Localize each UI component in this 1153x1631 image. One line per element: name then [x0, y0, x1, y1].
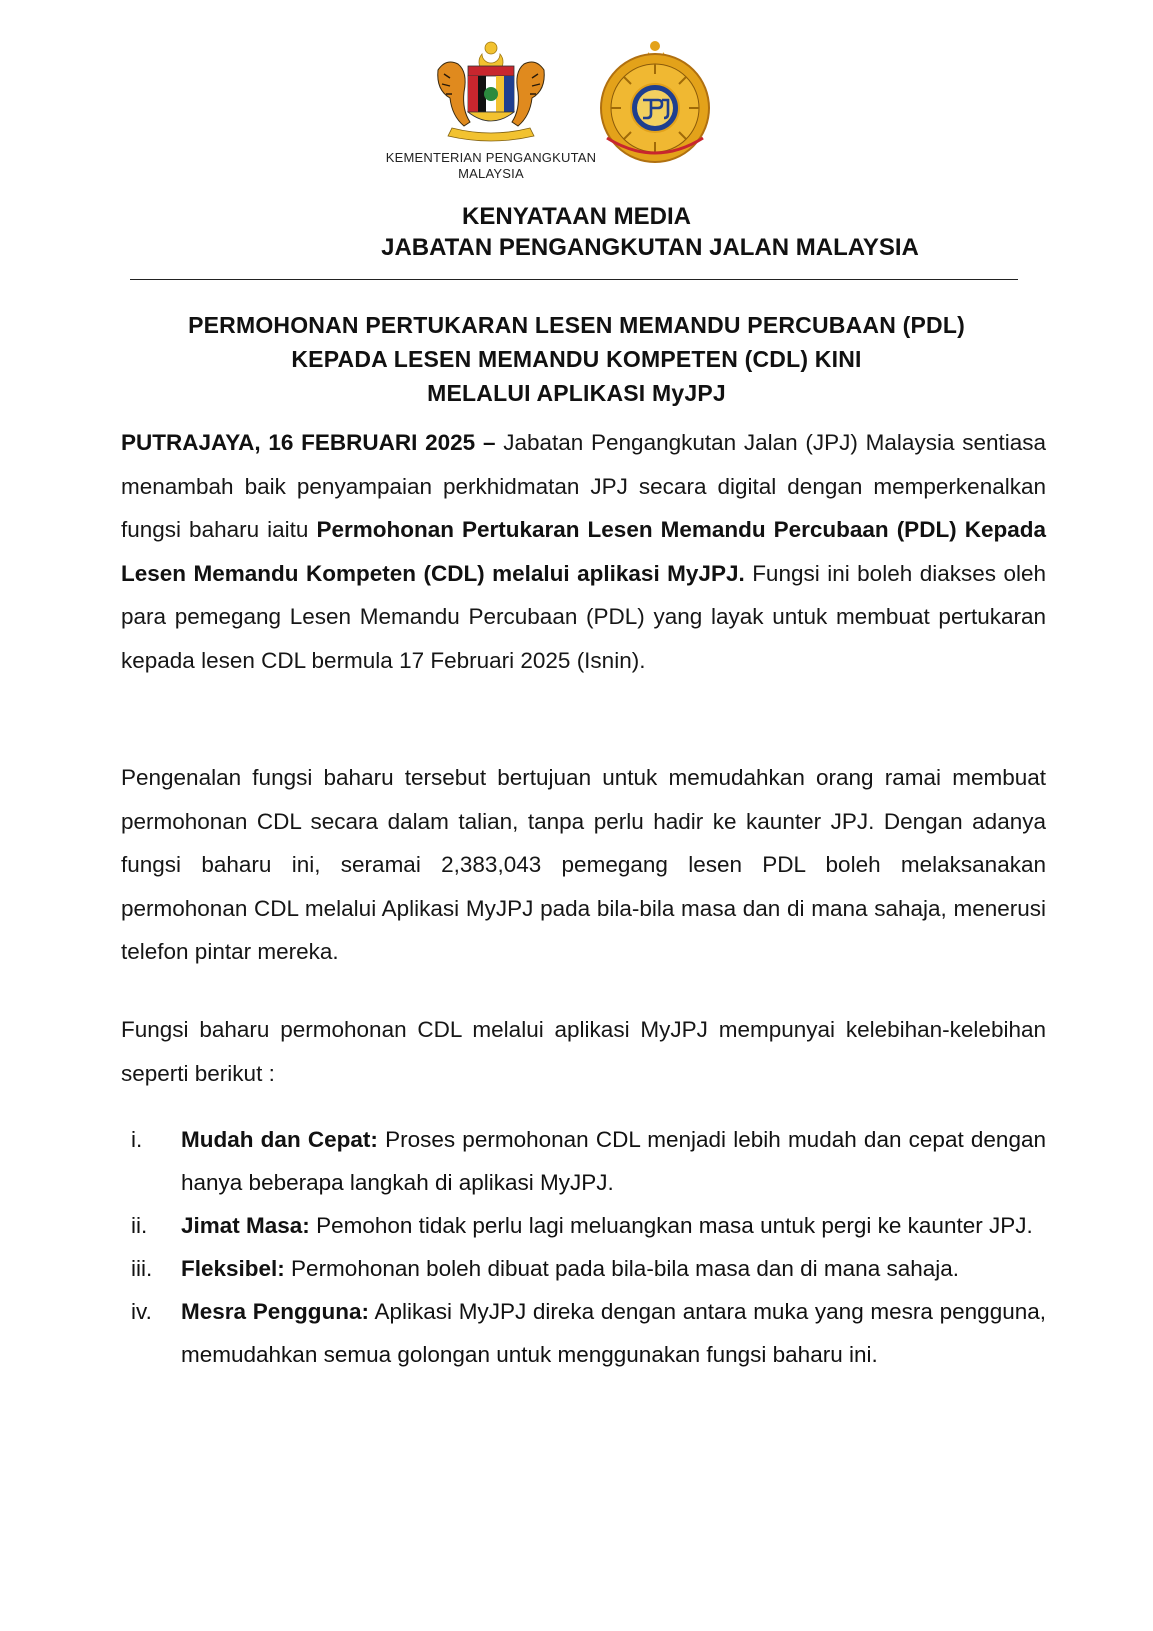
ministry-name [376, 150, 606, 182]
heading-divider [130, 279, 1018, 280]
media-statement-heading: KENYATAAN MEDIA [462, 203, 691, 230]
list-item-number: iv. [131, 1299, 152, 1324]
coat-of-arms-logo [432, 40, 550, 142]
list-item-text: Aplikasi MyJPJ direka dengan antara muka yang mesra pengguna, memudahkan semua golongan untuk menggunakan fungsi baharu ini. [181, 1299, 1046, 1367]
ministry-line-1: KEMENTERIAN PENGANGKUTAN [385, 150, 597, 165]
paragraph-1-text-a: Jabatan Pengangkutan Jalan (JPJ) Malaysia sentiasa menambah baik penyampaian perkhidmatan JPJ secara digital dengan memperkenalkan fungsi baharu iaitu [121, 430, 1047, 542]
list-item-text: Pemohon tidak perlu lagi meluangkan masa untuk pergi ke kaunter JPJ. [309, 1213, 1033, 1238]
title-line-1: PERMOHONAN PERTUKARAN LESEN MEMANDU PERCUBAAN (PDL) [188, 312, 965, 338]
title-line-3: MELALUI APLIKASI MyJPJ [427, 380, 726, 406]
paragraph-1-text-b: Fungsi ini boleh diakses oleh para pemegang Lesen Memandu Percubaan (PDL) yang layak untuk membuat pertukaran kepada lesen CDL bermula 17 Februari 2025 (Isnin). [121, 560, 1046, 673]
list-item [121, 1247, 1046, 1290]
jpj-emblem-logo [593, 38, 717, 166]
list-item-label: Mesra Pengguna: [181, 1299, 369, 1324]
list-item-label: Fleksibel: [181, 1256, 285, 1281]
paragraph-1-bold: Permohonan Pertukaran Lesen Memandu Percubaan (PDL) Kepada Lesen Memandu Kompeten (CDL) melalui aplikasi MyJPJ. [121, 517, 1046, 586]
release-title [120, 308, 1033, 410]
benefits-list [121, 1118, 1046, 1376]
list-item-text: Proses permohonan CDL menjadi lebih mudah dan cepat dengan hanya beberapa langkah di aplikasi MyJPJ. [181, 1127, 1046, 1195]
paragraph-1 [121, 421, 1046, 682]
list-item-number: ii. [131, 1213, 148, 1238]
paragraph-3: Fungsi baharu permohonan CDL melalui aplikasi MyJPJ mempunyai kelebihan-kelebihan seperti berikut : [121, 1017, 1046, 1086]
list-item [121, 1290, 1046, 1376]
list-item-number: i. [131, 1127, 143, 1152]
list-item-label: Mudah dan Cepat: [181, 1127, 378, 1152]
ministry-line-2: MALAYSIA [458, 166, 524, 181]
title-line-2: KEPADA LESEN MEMANDU KOMPETEN (CDL) KINI [291, 346, 862, 372]
dateline: PUTRAJAYA, 16 FEBRUARI 2025 – [121, 430, 496, 455]
list-item [121, 1118, 1046, 1204]
list-item [121, 1204, 1046, 1247]
list-item-text: Permohonan boleh dibuat pada bila-bila masa dan di mana sahaja. [284, 1256, 960, 1281]
list-item-number: iii. [131, 1256, 153, 1281]
department-heading: JABATAN PENGANGKUTAN JALAN MALAYSIA [381, 234, 919, 261]
paragraph-2: Pengenalan fungsi baharu tersebut bertujuan untuk memudahkan orang ramai membuat permohonan CDL secara dalam talian, tanpa perlu hadir ke kaunter JPJ. Dengan adanya fungsi baharu ini, seramai 2,383,043 pemegang lesen PDL boleh melaksanakan permohonan CDL melalui Aplikasi MyJPJ pada bila-bila masa dan di mana sahaja, menerusi telefon pintar mereka. [121, 765, 1046, 964]
list-item-label: Jimat Masa: [181, 1213, 310, 1238]
